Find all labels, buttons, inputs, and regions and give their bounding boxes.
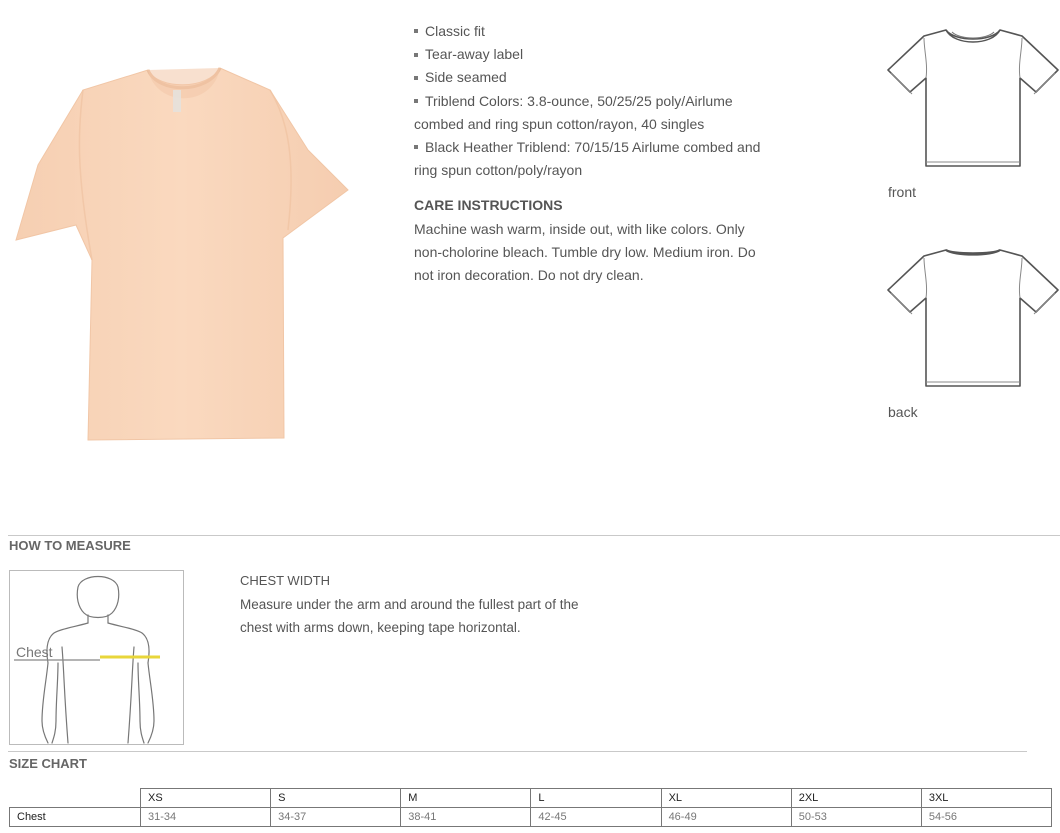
size-header-cell: M [401, 789, 531, 808]
section-divider [8, 535, 1060, 536]
chest-width-text: Measure under the arm and around the fullest part of the chest with arms down, keeping tape horizontal. [240, 597, 579, 635]
size-header-cell: 3XL [921, 789, 1051, 808]
value-cell: 34-37 [271, 808, 401, 827]
product-photo [8, 60, 358, 450]
size-header-cell: XS [141, 789, 271, 808]
measure-figure [9, 570, 184, 745]
size-chart-heading: SIZE CHART [9, 756, 87, 771]
blank-cell [10, 789, 141, 808]
chest-width-title: CHEST WIDTH [240, 573, 331, 588]
size-header-cell: L [531, 789, 661, 808]
feature-item: Side seamed [414, 66, 774, 89]
size-header-cell: XL [661, 789, 791, 808]
bullet-icon [414, 145, 418, 149]
bullet-icon [414, 76, 418, 80]
body-outline-image [10, 571, 183, 744]
bullet-icon [414, 99, 418, 103]
back-sketch-image [884, 244, 1060, 394]
table-row [10, 808, 1052, 827]
section-divider [8, 751, 1027, 752]
chest-figure-label: Chest [16, 644, 53, 660]
feature-item: Triblend Colors: 3.8-ounce, 50/25/25 poly/Airlume combed and ring spun cotton/rayon, 40 singles [414, 92, 733, 132]
feature-item: Black Heather Triblend: 70/15/15 Airlume combed and ring spun cotton/poly/rayon [414, 139, 761, 179]
size-chart-table [9, 788, 1052, 827]
care-text: Machine wash warm, inside out, with like colors. Only non-cholorine bleach. Tumble dry low. Medium iron. Do not iron decoration. Do not dry clean. [414, 221, 756, 284]
value-cell: 38-41 [401, 808, 531, 827]
size-header-row [10, 789, 1052, 808]
value-cell: 50-53 [791, 808, 921, 827]
size-header-cell: 2XL [791, 789, 921, 808]
care-heading: CARE INSTRUCTIONS [414, 197, 563, 213]
value-cell: 46-49 [661, 808, 791, 827]
value-cell: 31-34 [141, 808, 271, 827]
front-label: front [888, 184, 917, 200]
feature-item: Tear-away label [414, 43, 774, 66]
value-cell: 54-56 [921, 808, 1051, 827]
how-to-measure-heading: HOW TO MEASURE [9, 538, 131, 553]
row-label-cell: Chest [10, 808, 141, 827]
bullet-icon [414, 53, 418, 57]
size-header-cell: S [271, 789, 401, 808]
feature-item: Classic fit [414, 20, 774, 43]
feature-list [414, 20, 774, 182]
value-cell: 42-45 [531, 808, 661, 827]
bullet-icon [414, 29, 418, 33]
front-sketch-image [884, 24, 1060, 174]
back-label: back [888, 404, 918, 420]
